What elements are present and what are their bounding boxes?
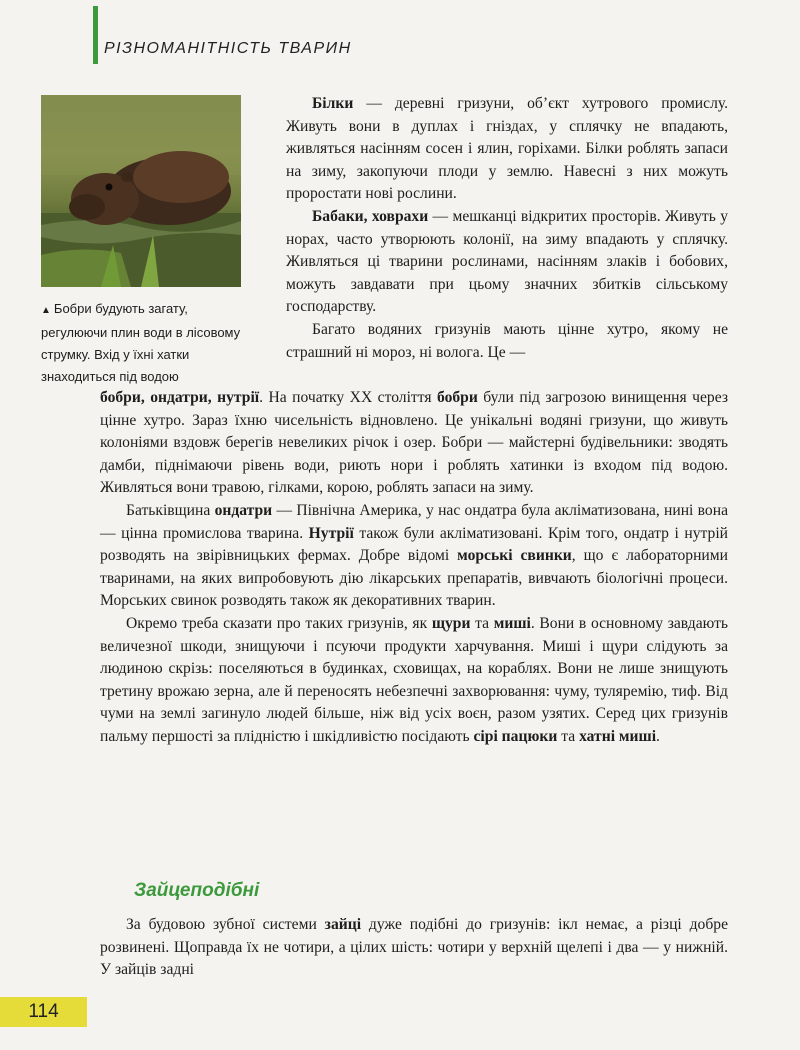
- beaver-photo: [41, 95, 241, 287]
- photo-caption: [41, 298, 246, 388]
- page-number: 114: [0, 997, 87, 1027]
- paragraph-beavers: бобри, ондатри, нутрії. На початку ХХ століття бобри були під загрозою винищення через цінне хутро. Зараз їхню чисельність відновлено. Це унікальні водяні гризуни, що живуть колоніями вздовж берегів невеликих річок і озер. Бобри — майстерні будівельники: зводять дамби, піднімаючи рівень води, риють нори і роблять хатинки із входом під водою. Живляться вони травою, гілками, корою, роблять запаси на зиму.: [100, 389, 728, 497]
- text-column-beside-photo: [286, 93, 728, 364]
- paragraph-hares: За будовою зубної системи зайці дуже подібні до гризунів: ікл немає, а різці добре розвинені. Щоправда їх не чотири, а цілих шість: чотири у верхній щелепі і два — у нижній. У зайців задні: [100, 916, 728, 979]
- paragraph-marmots: Бабаки, ховрахи — мешканці відкритих просторів. Живуть у норах, часто утворюють колонії, на зиму впадають у сплячку. Живляться ці тварини рослинами, насінням злаків і бобових, можуть завдавати при цьому значних збитків сільському господарству.: [286, 207, 728, 316]
- header-accent-bar: [93, 6, 98, 64]
- paragraph-squirrels: Білки — деревні гризуни, об’єкт хутрового промислу. Живуть вони в дуплах і гніздах, у сплячку не впадають, живляться насінням сосен і ялин, горіхами. Білки роблять запаси на зиму, закопуючи плоди у землю. Навесні з них можуть проростати нові рослини.: [286, 95, 728, 203]
- section-text: [100, 914, 728, 982]
- paragraph-water-rodents-start: Багато водяних гризунів мають цінне хутро, якому не страшний ні мороз, ні волога. Це —: [286, 320, 728, 361]
- paragraph-rats-mice: Окремо треба сказати про таких гризунів, як щури та миші. Вони в основному завдають величезної шкоди, знищуючи і псуючи продукти харчування. Миші і щури слідують за людиною скрізь: поселяються в будинках, сховищах, на кораблях. Вони не лише знищують третину врожаю зерна, але й переносять небезпечні захворювання: чуму, туляремію, тиф. Від чуми на землі загинуло людей більше, ніж від усіх воєн, разом узятих. Серед цих гризунів пальму першості за плідністю і шкідливістю посідають сірі пацюки та хатні миші.: [100, 614, 728, 745]
- running-header: РІЗНОМАНІТНІСТЬ ТВАРИН: [104, 40, 352, 57]
- section-heading: Зайцеподібні: [134, 880, 260, 901]
- paragraph-muskrats: Батьківщина ондатри — Північна Америка, у нас ондатра була акліматизована, нині вона — цінна промислова тварина. Нутрії також були акліматизовані. Крім того, ондатр і нутрій розводять на звірівницьких фермах. Добре відомі морські свинки, що є лабораторними тваринами, на яких випробовують дію лікарських препаратів, вивчають біологічні процеси. Морських свинок розводять також як декоративних тварин.: [100, 501, 728, 610]
- main-text: [100, 387, 728, 749]
- caption-text: Бобри будують загату, регулюючи плин води в лісовому струмку. Вхід у їхні хатки знаходиться під водою: [41, 301, 241, 384]
- triangle-marker-icon: ▲: [41, 305, 51, 316]
- beaver-photo-illustration: [41, 95, 241, 287]
